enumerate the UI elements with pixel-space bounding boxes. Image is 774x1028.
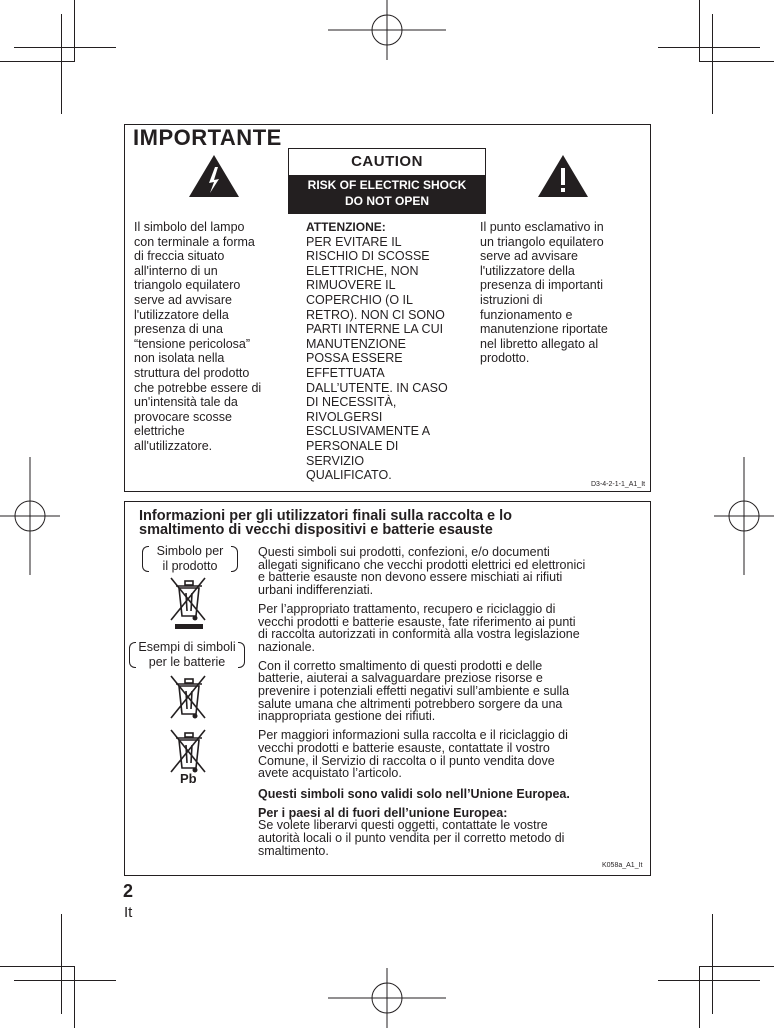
disposal-info-text (258, 546, 642, 857)
eu-note: Questi simboli sono validi solo nell’Unione Europea. (258, 786, 570, 801)
crossed-bin-battery-icon (167, 672, 209, 722)
attenzione-heading: ATTENZIONE: (306, 220, 386, 234)
caution-line-2: DO NOT OPEN (344, 194, 429, 208)
outside-eu: Per i paesi al di fuori dell’unione Europea: Se volete liberarvi questi oggetti, contattate le vostre autorità locali o il punto vendita per il corretto metodo di smaltimento. (258, 805, 565, 858)
lightning-warning-icon (188, 154, 240, 198)
caution-heading: CAUTION (289, 149, 485, 175)
paragraph-2: Per l’appropriato trattamento, recupero e riciclaggio di vecchi prodotti e batterie esauste, fate riferimento ai punti di raccolta autorizzati in conformità alla vostra legislazione nazionale. (258, 601, 580, 654)
exclamation-warning-icon (537, 154, 589, 198)
paragraph-4: Per maggiori informazioni sulla raccolta e il riciclaggio di vecchi prodotti e batterie esauste, contattate il vostro Comune, il Servizio di raccolta o il punto vendita dove avete acquistato l’articolo. (258, 728, 568, 781)
lightning-explanation: Il simbolo del lampo con terminale a forma di freccia situato all'interno di un triangolo equilatero serve ad avvisare l'utilizzatore della presenza di una “tensione pericolosa” non isolata nella struttura del prodotto che potrebbe essere di un'intensità tale da provocare scosse elettriche all'utilizzatore. (134, 220, 262, 453)
importante-title: IMPORTANTE (133, 125, 282, 150)
paragraph-1: Questi simboli sui prodotti, confezioni, e/o documenti allegati significano che vecchi prodotti elettrici ed elettronici e batterie esauste non devono essere mischiati ai rifiuti urbani indifferenziati. (258, 545, 586, 598)
disposal-info-title: Informazioni per gli utilizzatori finali sulla raccolta e lo smaltimento di vecchi dispositivi e batterie esauste (139, 508, 513, 538)
attenzione-text: ATTENZIONE: PER EVITARE IL RISCHIO DI SCOSSE ELETTRICHE, NON RIMUOVERE IL COPERCHIO (O IL RETRO). NON CI SONO PARTI INTERNE LA CUI MANUTENZIONE POSSA ESSERE EFFETTUATA DALL’UTENTE. IN CASO DI NECESSITÀ, RIVOLGERSI ESCLUSIVAMENTE A PERSONALE DI SERVIZIO QUALIFICATO. (306, 220, 478, 483)
caution-label (288, 148, 486, 214)
caution-line-1: RISK OF ELECTRIC SHOCK (307, 178, 467, 192)
disposal-info-code: K058a_A1_It (602, 862, 643, 869)
registration-mark-bottom (328, 968, 446, 1028)
importante-code: D3-4-2-1-1_A1_It (591, 481, 646, 488)
crossed-bin-product-icon (167, 574, 209, 630)
paragraph-3: Con il corretto smaltimento di questi prodotti e delle batterie, aiuterai a salvaguardare preziose risorse e prevenire i potenziali effetti negativi sull’ambiente e sulla salute umana che altrimenti potrebbero sorgere da una inappropriata gestione dei rifiuti. (258, 658, 570, 724)
caution-warning (289, 175, 485, 213)
registration-mark-top (328, 0, 446, 60)
crossed-bin-pb-battery-icon (167, 726, 209, 776)
page-language: It (124, 904, 133, 921)
registration-mark-left (0, 457, 60, 575)
pb-label: Pb (180, 771, 197, 786)
registration-mark-right (714, 457, 774, 575)
product-symbol-caption: Simbolo per il prodotto (146, 544, 234, 574)
page-number: 2 (123, 881, 134, 901)
exclamation-explanation: Il punto esclamativo in un triangolo equilatero serve ad avvisare l'utilizzatore della presenza di importanti istruzioni di funzionamento e manutenzione riportate nel libretto allegato al prodotto. (480, 220, 608, 366)
battery-symbol-caption: Esempi di simboli per le batterie (133, 640, 241, 670)
